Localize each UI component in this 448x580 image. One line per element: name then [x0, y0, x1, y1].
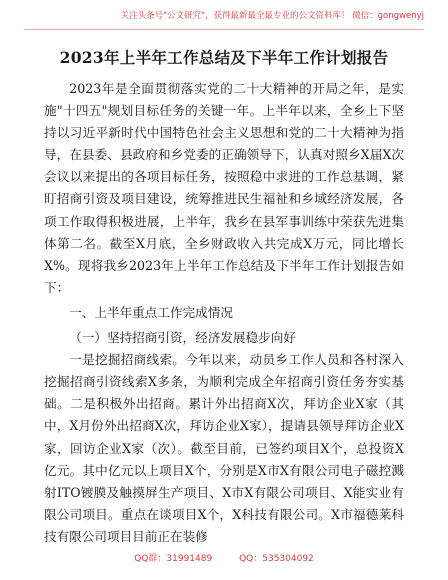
document-body [44, 78, 404, 548]
header-promo-note: 关注头条号"公文研究"，获得最新最全最专业的公文资料库！ 微信：gongwenyj [120, 11, 424, 21]
header-divider [24, 29, 424, 30]
footer-qq: QQ：535304092 [239, 554, 314, 564]
section-heading-1: 一、上半年重点工作完成情况 [69, 304, 233, 320]
intro-paragraph: 2023年是全面贯彻落实党的二十大精神的开局之年，是实施"十四五"规划目标任务的关键一年。上半年以来，全乡上下坚持以习近平新时代中国特色社会主义思想和党的二十大精神为指导，在县委、县政府和乡党委的正确领导下，认真对照乡X届X次会议以来提出的各项目标任务，按照稳中求进的工作总基调，紧盯招商引资及项目建设，统筹推进民生福祉和乡域经济发展，各项工作取得积极进展，上半年，我乡在县军事训练中荣获先进集体第二名。截至X月底，全乡财政收入共完成X万元，同比增长X%。现将我乡2023年上半年工作总结及下半年工作计划报告如下： [44, 81, 404, 295]
footer-contact [0, 551, 448, 564]
footer-qq-group: QQ群：31991489 [134, 554, 213, 564]
body-paragraph-1: 一是挖掘招商线索。今年以来，动员乡工作人员和各村深入挖掘招商引资线索X多条，为顺利完成全年招商引资任务夯实基础。二是积极外出招商。累计外出招商X次，拜访企业X家（其中，X月份外出招商X次，拜访企业X家），提请县领导拜访企业X家，回访企业X家（次）。截至目前，已签约项目X个，总投资X亿元。其中亿元以上项目X个，分别是X市X有限公司电子磁控溅射ITO镀膜及触摸屏生产项目、X市X有限公司项目、X能实业有限公司项目。重点在谈项目X个，X科技有限公司。X市福德莱科技有限公司项目目前正在装修 [44, 352, 404, 544]
subsection-heading-1: （一）坚持招商引资，经济发展稳步向好 [69, 330, 296, 346]
document-title: 2023年上半年工作总结及下半年工作计划报告 [59, 48, 389, 67]
